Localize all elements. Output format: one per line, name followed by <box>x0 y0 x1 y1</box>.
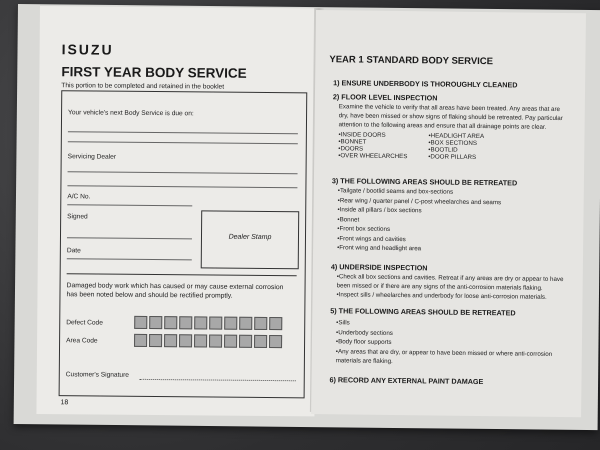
step-1: 1) ENSURE UNDERBODY IS THOROUGHLY CLEANED <box>333 78 518 90</box>
damage-note: Damaged body work which has caused or may cause external corrosion has been noted below and should be rectified promptly. <box>66 282 284 300</box>
step-5-list: • Sills • Underbody sections • Body floor supports • Any areas that are dry, or appear to have been missed or where anti-corrosion materials are flaking. <box>336 318 571 368</box>
step-5: 5) THE FOLLOWING AREAS SHOULD BE RETREATED <box>330 306 516 318</box>
dealer-stamp-box <box>201 210 300 269</box>
area-code-label: Area Code <box>66 337 98 345</box>
section-title: YEAR 1 STANDARD BODY SERVICE <box>329 54 494 68</box>
page-number: 18 <box>60 399 69 407</box>
dealer-line[interactable] <box>68 171 298 174</box>
ac-no-line[interactable] <box>67 204 192 206</box>
step-4-list: • Check all box sections and cavities. Retreat if any areas are dry or appear to have been missed or if there are any signs of the anti-corrosion materials flaking. • Inspect sills / wheelarches and underbody for loose anti-corrosion materials. <box>336 272 570 302</box>
step-3-list: • Tailgate / bootlid seams and box-sections • Rear wing / quarter panel / C-post wheelarches and seams • Inside all pillars / box sections • Bonnet • Front box sections • Front wings and cavities • Front wing and headlight area <box>337 186 501 254</box>
defect-code-grid[interactable] <box>134 316 282 330</box>
area-code-grid[interactable] <box>134 334 282 348</box>
step-2: 2) FLOOR LEVEL INSPECTION <box>332 92 438 103</box>
right-page <box>311 10 586 417</box>
page-subtitle: This portion to be completed and retained in the booklet <box>61 82 225 91</box>
step-6: 6) RECORD ANY EXTERNAL PAINT DAMAGE <box>329 375 484 387</box>
step-2-col2: • HEADLIGHT AREA • BOX SECTIONS • BOOTLID • DOOR PILLARS <box>428 132 484 161</box>
divider <box>67 273 297 276</box>
step-3: 3) THE FOLLOWING AREAS SHOULD BE RETREATED <box>331 176 518 188</box>
ac-no-label: A/C No. <box>67 193 91 201</box>
page-title: FIRST YEAR BODY SERVICE <box>61 64 247 81</box>
defect-code-label: Defect Code <box>66 319 103 327</box>
left-page <box>36 6 318 416</box>
customer-signature-label: Customer's Signature <box>65 371 130 379</box>
next-service-line[interactable] <box>68 131 298 134</box>
signature-line[interactable] <box>140 379 296 381</box>
signed-label: Signed <box>67 213 88 221</box>
step-4: 4) UNDERSIDE INSPECTION <box>330 262 428 273</box>
dealer-label: Servicing Dealer <box>67 153 117 161</box>
next-service-label: Your vehicle's next Body Service is due on: <box>68 109 194 118</box>
dealer-line-2[interactable] <box>67 185 297 188</box>
date-label: Date <box>66 247 81 255</box>
signed-line[interactable] <box>67 237 192 239</box>
next-service-line-2[interactable] <box>68 141 298 144</box>
service-form <box>59 90 308 398</box>
date-line[interactable] <box>67 258 192 260</box>
step-2-text: Examine the vehicle to verify that all areas have been treated. Any areas that are dry, have been missed or show signs of flaking should be retreated. Pay particular attention to the following areas and ensure that all drainage points are clear. <box>338 103 563 131</box>
dealer-stamp-label: Dealer Stamp <box>228 233 272 242</box>
step-2-col1: • INSIDE DOORS • BONNET • DOORS • OVER WHEELARCHES <box>338 131 408 160</box>
isuzu-logo: ISUZU <box>61 41 114 58</box>
